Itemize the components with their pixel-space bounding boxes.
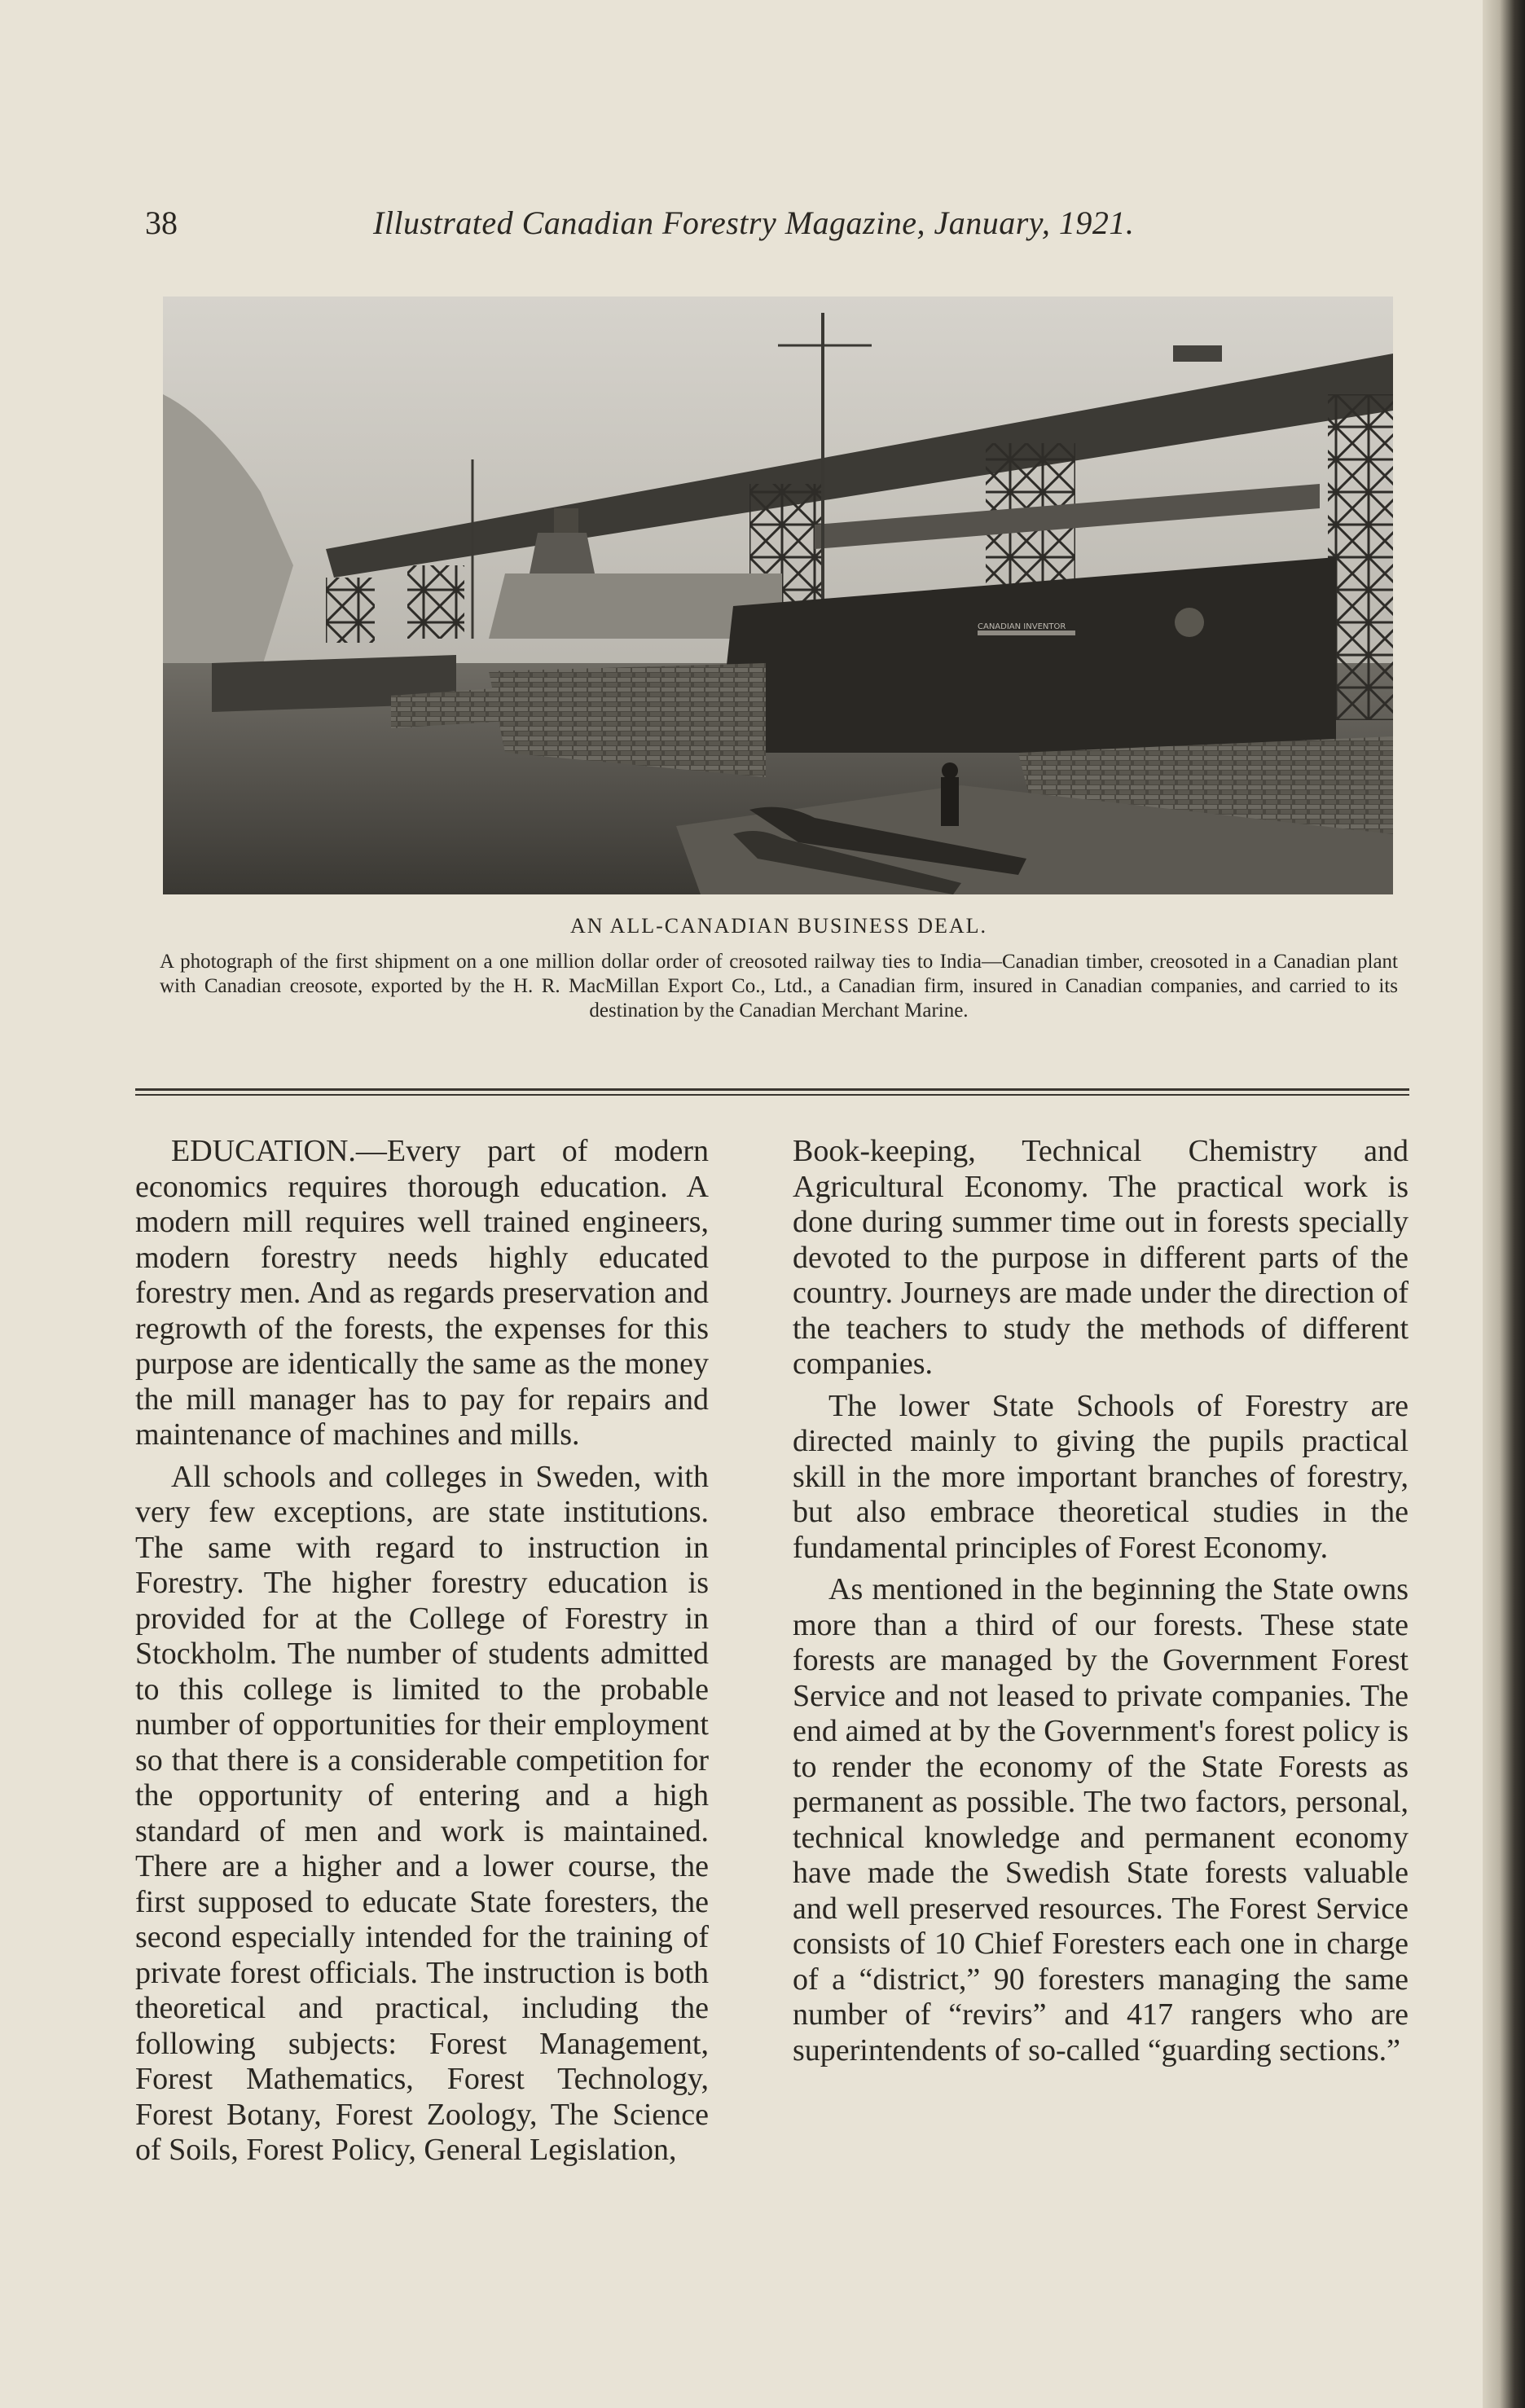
page-binding-edge <box>1483 0 1525 2408</box>
paragraph-state-forests: As mentioned in the beginning the State owns more than a third of our forests. These state forests are managed by the Government Forest Service and not leased to private companies. The end aimed at by the Government's forest policy is to render the economy of the State Forests as permanent as possible. The two factors, personal, technical knowledge and permanent economy have made the Swedish State forests valuable and well preserved resources. The Forest Service consists of 10 Chief Foresters each one in charge of a “district,” 90 foresters managing the same number of “revirs” and 417 rangers who are superintendents of so-called “guarding sections.” <box>793 1572 1409 2067</box>
running-title: Illustrated Canadian Forestry Magazine, January, 1921. <box>373 204 1135 241</box>
page-header <box>145 204 1285 253</box>
page-number: 38 <box>145 204 178 241</box>
paragraph-schools: All schools and colleges in Sweden, with very few exceptions, are state institutions. The same with regard to instruction in Forestry. The higher forestry education is provided for at the College of Forestry in Stockholm. The number of students admitted to this college is limited to the probable number of opportunities for their employment so that there is a considerable competition for the opportunity of entering and a high standard of men and work is maintained. There are a higher and a lower course, the first supposed to educate State foresters, the second especially intended for the training of private forest officials. The instruction is both theoretical and practical, including the following subjects: Forest Management, Forest Mathematics, Forest Technology, Forest Botany, Forest Zoology, The Science of Soils, Forest Policy, General Legislation, <box>135 1459 709 2167</box>
paragraph-continuation: Book-keeping, Technical Chemistry and Agricultural Economy. The practical work is done during summer time out in forests specially devoted to the purpose in different parts of the country. Journeys are made under the direction of the teachers to study the methods of different companies. <box>793 1134 1409 1381</box>
hull-lettering: CANADIAN INVENTOR <box>978 622 1066 631</box>
photo-caption <box>160 914 1398 1023</box>
article-right-column <box>793 1134 1409 2075</box>
article-left-column <box>135 1134 709 2175</box>
caption-title: AN ALL-CANADIAN BUSINESS DEAL. <box>569 914 988 938</box>
ship-at-lumber-dock-photo <box>163 297 1393 894</box>
paragraph-lower-schools: The lower State Schools of Forestry are directed mainly to giving the pupils practical skill in the more important branches of forestry, but also embrace theoretical studies in the fundamental principles of Forest Economy. <box>793 1388 1409 1565</box>
paragraph-education: EDUCATION.—Every part of modern economics requires thorough education. A modern mill requires well trained engineers, modern forestry needs highly educated forestry men. And as regards preservation and regrowth of the forests, the expenses for this purpose are identically the same as the money the mill manager has to pay for repairs and maintenance of machines and mills. <box>135 1134 709 1452</box>
double-rule-divider <box>135 1088 1409 1096</box>
caption-body: A photograph of the first shipment on a one million dollar order of creosoted railway ties to India—Canadian timber, creosoted in a Canadian plant with Canadian creosote, exported by the H. R. MacMillan Export Co., Ltd., a Canadian firm, insured in Canadian companies, and carried to its destination by the Canadian Merchant Marine. <box>160 951 1398 1022</box>
